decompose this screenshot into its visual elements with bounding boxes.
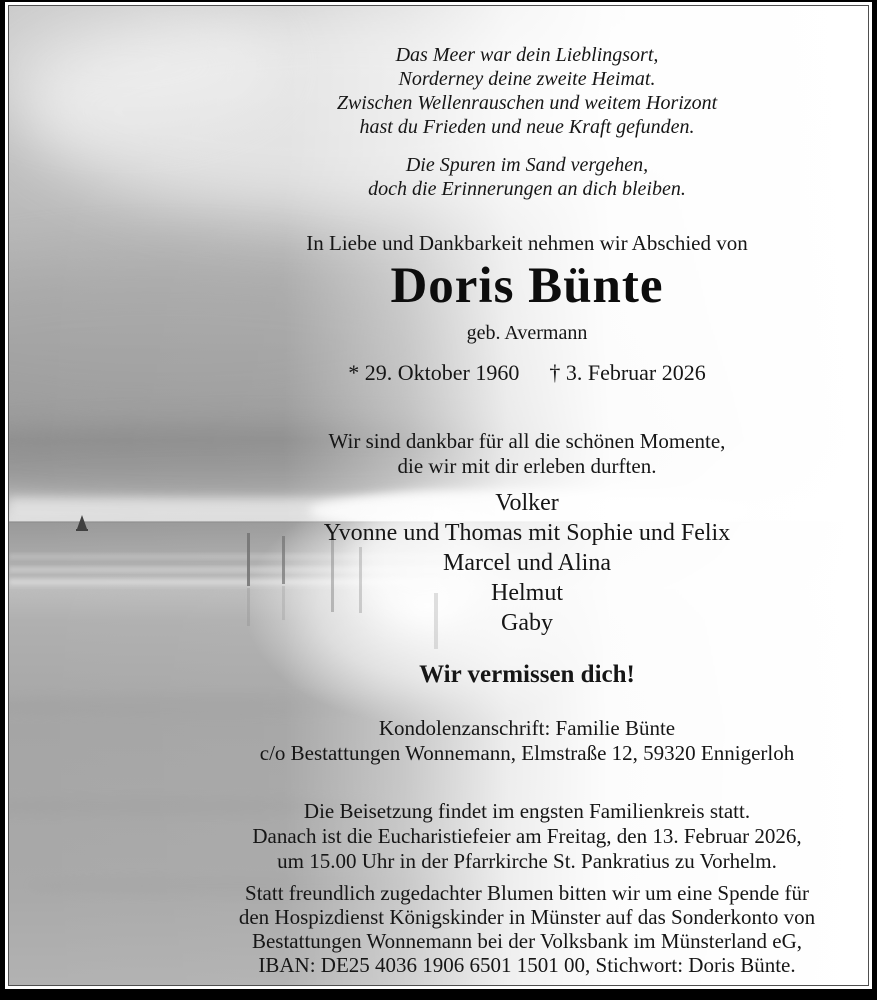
poem-line: doch die Erinnerungen an dich bleiben. <box>368 178 686 200</box>
poem-line: hast du Frieden und neue Kraft gefunden. <box>359 116 695 138</box>
mourners-list <box>204 488 850 638</box>
funeral-line: Danach ist die Eucharistiefeier am Freitag, den 13. Februar 2026, <box>252 824 802 848</box>
donation-line: Bestattungen Wonnemann bei der Volksbank im Münsterland eG, <box>251 929 803 953</box>
donation-information <box>204 881 850 977</box>
opening-poem-stanza-1 <box>204 43 850 139</box>
deceased-name: Doris Bünte <box>390 258 664 314</box>
funeral-information <box>204 799 850 874</box>
mourner-entry: Yvonne und Thomas mit Sophie und Felix <box>323 520 731 546</box>
donation-line: IBAN: DE25 4036 1906 6501 1501 00, Stichwort: Doris Bünte. <box>258 953 796 977</box>
donation-line: den Hospizdienst Königskinder in Münster auf das Sonderkonto von <box>238 905 816 929</box>
obituary-text <box>204 6 850 985</box>
death-date: † 3. Februar 2026 <box>549 360 706 385</box>
farewell-message: Wir vermissen dich! <box>419 661 635 688</box>
poem-line: Zwischen Wellenrauschen und weitem Horizont <box>336 92 718 114</box>
mourner-entry: Helmut <box>491 580 563 606</box>
condolence-line: c/o Bestattungen Wonnemann, Elmstraße 12, 59320 Ennigerloh <box>259 741 795 765</box>
mourner-entry: Volker <box>495 490 559 516</box>
opening-poem-stanza-2 <box>204 153 850 201</box>
donation-line: Statt freundlich zugedachter Blumen bitten wir um eine Spende für <box>245 881 809 905</box>
birth-date: * 29. Oktober 1960 <box>348 360 520 385</box>
obituary-card <box>5 2 872 989</box>
life-dates <box>204 359 850 386</box>
poem-line: Norderney deine zweite Heimat. <box>398 68 656 90</box>
gratitude-line: Wir sind dankbar für all die schönen Momente, <box>328 429 726 453</box>
birth-name: geb. Avermann <box>466 322 588 344</box>
funeral-line: Die Beisetzung findet im engsten Familienkreis statt. <box>303 799 751 823</box>
mourner-entry: Gaby <box>501 610 553 636</box>
obituary-inner-frame <box>8 5 869 986</box>
farewell-intro-line: In Liebe und Dankbarkeit nehmen wir Abschied von <box>306 231 748 255</box>
condolence-line: Kondolenzanschrift: Familie Bünte <box>378 716 676 740</box>
poem-line: Die Spuren im Sand vergehen, <box>405 154 649 176</box>
poem-line: Das Meer war dein Lieblingsort, <box>395 44 659 66</box>
mourner-entry: Marcel und Alina <box>443 550 611 576</box>
funeral-line: um 15.00 Uhr in der Pfarrkirche St. Pankratius zu Vorhelm. <box>277 849 777 873</box>
gratitude-line: die wir mit dir erleben durften. <box>397 454 657 478</box>
gratitude-text <box>204 429 850 479</box>
condolence-address <box>204 716 850 766</box>
